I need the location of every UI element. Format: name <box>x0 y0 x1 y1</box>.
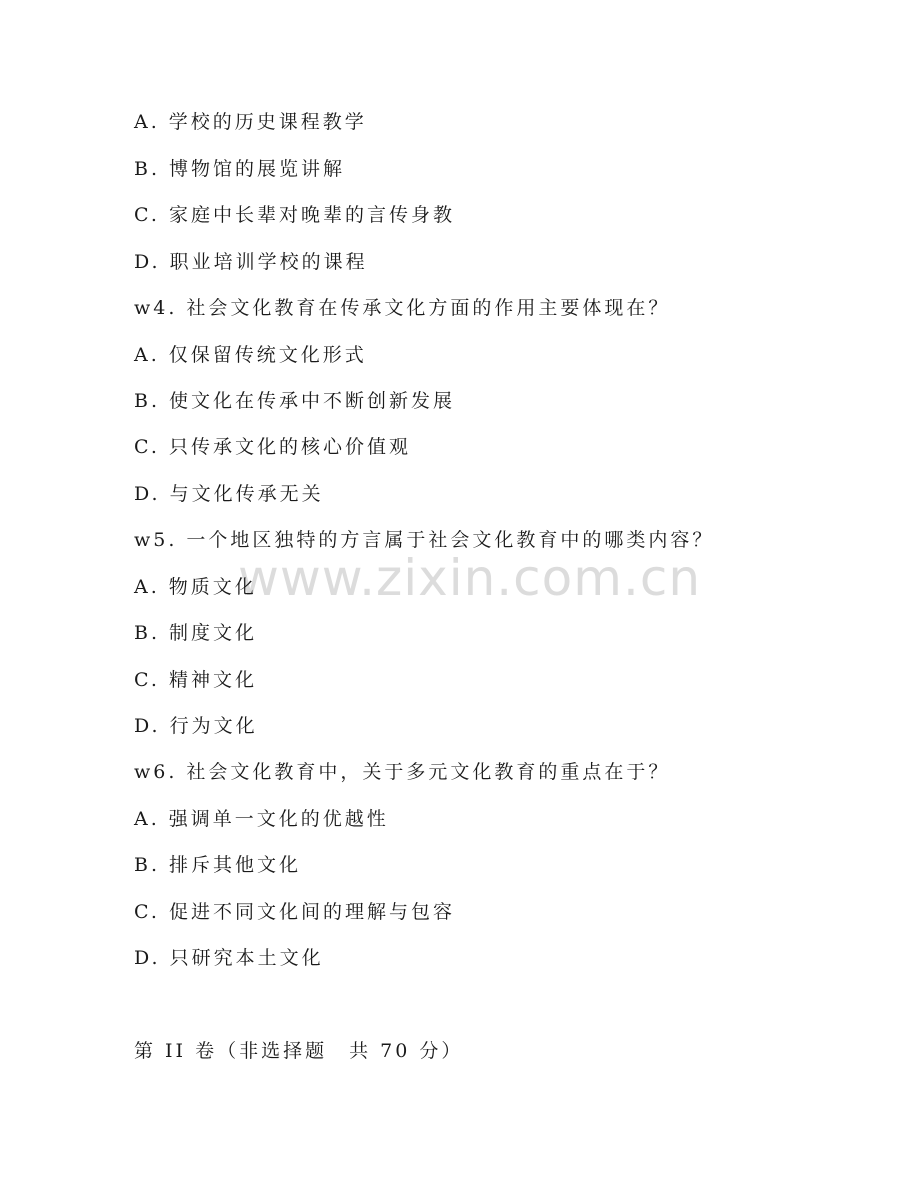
option-b: B. 制度文化 <box>134 622 258 644</box>
option-c: C. 家庭中长辈对晚辈的言传身教 <box>134 204 455 226</box>
option-a: A. 学校的历史课程教学 <box>134 111 367 133</box>
question-w6: w6. 社会文化教育中，关于多元文化教育的重点在于？ <box>134 761 671 783</box>
option-a: A. 仅保留传统文化形式 <box>134 344 367 366</box>
option-d: D. 行为文化 <box>134 715 258 737</box>
option-c: C. 只传承文化的核心价值观 <box>134 436 411 458</box>
option-b: B. 排斥其他文化 <box>134 854 302 876</box>
option-b: B. 博物馆的展览讲解 <box>134 158 346 180</box>
question-w4: w4. 社会文化教育在传承文化方面的作用主要体现在？ <box>134 297 671 319</box>
option-a: A. 物质文化 <box>134 576 257 598</box>
option-d: D. 与文化传承无关 <box>134 483 324 505</box>
option-d: D. 只研究本土文化 <box>134 947 324 969</box>
option-a: A. 强调单一文化的优越性 <box>134 808 389 830</box>
option-c: C. 促进不同文化间的理解与包容 <box>134 901 455 923</box>
option-c: C. 精神文化 <box>134 669 257 691</box>
option-d: D. 职业培训学校的课程 <box>134 251 368 273</box>
option-b: B. 使文化在传承中不断创新发展 <box>134 390 456 412</box>
watermark: www.zixin.com.cn <box>238 549 702 607</box>
question-w5: w5. 一个地区独特的方言属于社会文化教育中的哪类内容？ <box>134 529 715 551</box>
section-heading: 第 II 卷（非选择题 共 70 分） <box>134 1040 464 1062</box>
